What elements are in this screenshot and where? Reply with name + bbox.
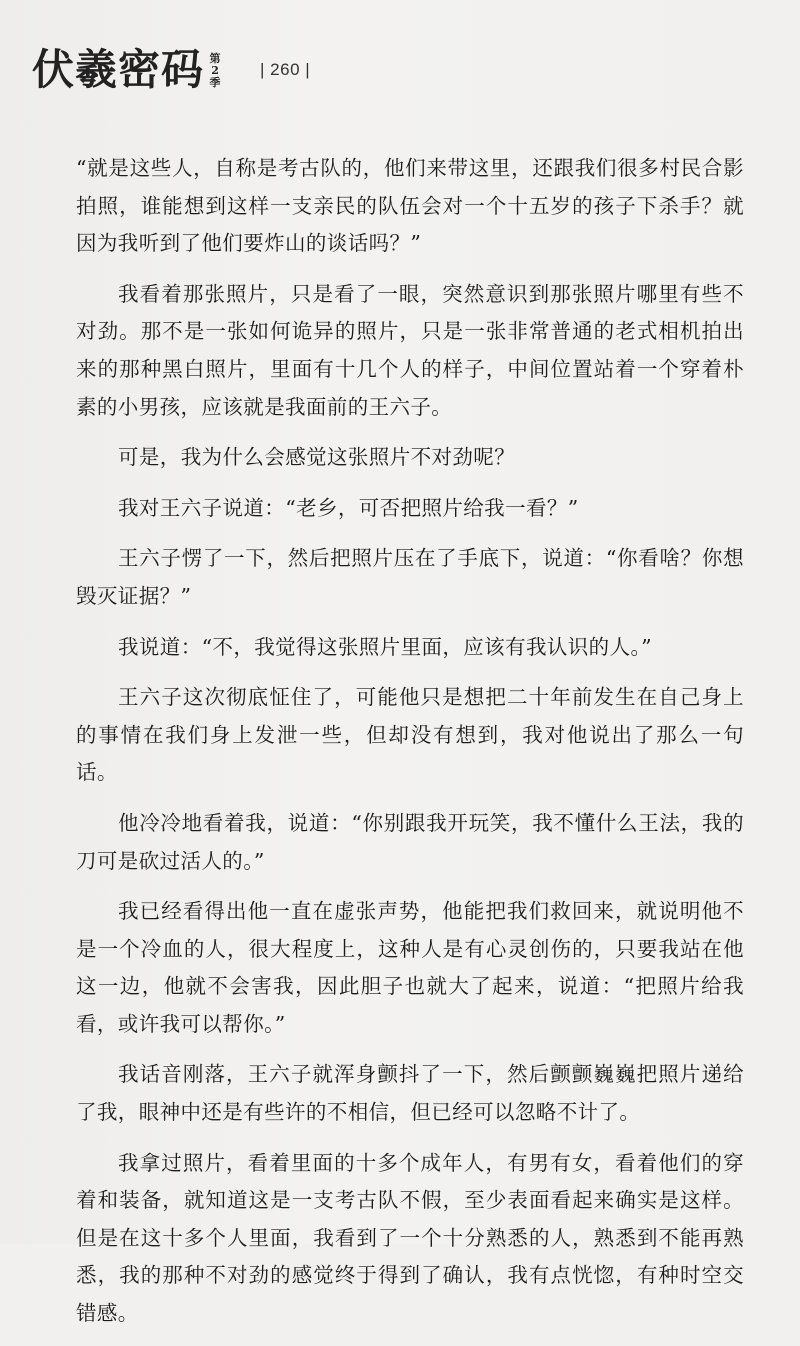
season-label: 第2季 <box>209 52 221 89</box>
page-header <box>32 40 310 100</box>
book-title: 伏羲密码 <box>32 45 205 94</box>
paragraph: 我看着那张照片，只是看了一眼，突然意识到那张照片哪里有些不对劲。那不是一张如何诡异的照片，只是一张非常普通的老式相机拍出来的那种黑白照片，里面有十几个人的样子，中间位置站着一个穿着朴素的小男孩，应该就是我面前的王六子。 <box>76 281 744 419</box>
paragraph: 我对王六子说道：“老乡，可否把照片给我一看？” <box>118 495 579 520</box>
paragraph: 王六子这次彻底怔住了，可能他只是想把二十年前发生在自己身上的事情在我们身上发泄一些，但却没有想到，我对他说出了那么一句话。 <box>76 685 744 785</box>
paragraph: “就是这些人，自称是考古队的，他们来带这里，还跟我们很多村民合影拍照，谁能想到这样一支亲民的队伍会对一个十五岁的孩子下杀手？就因为我听到了他们要炸山的谈话吗？” <box>76 156 744 256</box>
paragraph: 我拿过照片，看着里面的十多个成年人，有男有女，看着他们的穿着和装备，就知道这是一支考古队不假，至少表面看起来确实是这样。但是在这十多个人里面，我看到了一个十分熟悉的人，熟悉到不能再熟悉，我的那种不对劲的感觉终于得到了确认，我有点恍惚，有种时空交错感。 <box>76 1150 744 1326</box>
paragraph: 王六子愣了一下，然后把照片压在了手底下，说道：“你看啥？你想毁灭证据？” <box>76 546 744 608</box>
paragraph: 我已经看得出他一直在虚张声势，他能把我们救回来，就说明他不是一个冷血的人，很大程度上，这种人是有心灵创伤的，只要我站在他这一边，他就不会害我，因此胆子也就大了起来，说道：“把照片给我看，或许我可以帮你。” <box>76 899 744 1036</box>
paragraph: 我说道：“不，我觉得这张照片里面，应该有我认识的人。” <box>118 634 653 659</box>
paragraph: 我话音刚落，王六子就浑身颤抖了一下，然后颤颤巍巍把照片递给了我，眼神中还是有些许的不相信，但已经可以忽略不计了。 <box>76 1062 744 1125</box>
page-number: | 260 | <box>260 60 311 79</box>
body-text <box>76 150 744 1346</box>
paragraph: 他冷冷地看着我，说道：“你别跟我开玩笑，我不懂什么王法，我的刀可是砍过活人的。” <box>76 810 744 873</box>
paragraph: 可是，我为什么会感觉这张照片不对劲呢？ <box>118 445 516 470</box>
